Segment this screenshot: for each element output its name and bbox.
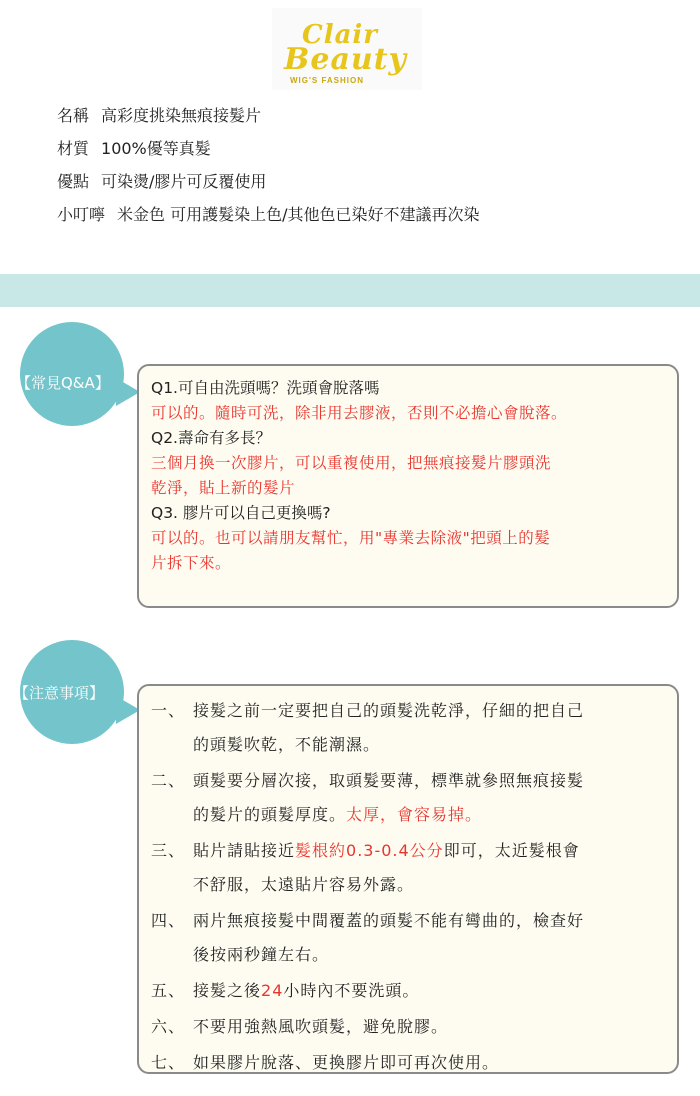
note-text: 。 bbox=[465, 805, 483, 824]
info-label: 名稱 bbox=[57, 106, 90, 125]
note-text: 的頭髮吹乾，不能潮濕。 bbox=[193, 735, 381, 754]
note-warning-text: 太厚，會容易掉 bbox=[346, 805, 466, 824]
note-item-5 bbox=[151, 974, 667, 1008]
note-warning-text: 髮根約0.3-0.4公分 bbox=[295, 841, 444, 860]
faq-question: Q1.可自由洗頭嗎？洗頭會脫落嗎 bbox=[151, 379, 380, 397]
note-item-3 bbox=[151, 834, 667, 902]
info-row-advantage bbox=[57, 169, 480, 202]
info-row-material bbox=[57, 136, 480, 169]
note-number: 四、 bbox=[151, 911, 186, 930]
faq-question: Q3. 膠片可以自己更換嗎? bbox=[151, 504, 331, 522]
note-text: 不舒服，太遠貼片容易外露。 bbox=[193, 875, 415, 894]
faq-answer: 三個月換一次膠片，可以重複使用，把無痕接髮片膠頭洗 bbox=[151, 454, 552, 472]
info-value: 高彩度挑染無痕接髮片 bbox=[101, 106, 262, 125]
faq-box bbox=[137, 364, 679, 608]
note-number: 一、 bbox=[151, 701, 186, 720]
note-number: 五、 bbox=[151, 981, 186, 1000]
info-value: 米金色 可用護髮染上色/其他色已染好不建議再次染 bbox=[117, 205, 480, 224]
note-text: 即可，太近髮根會 bbox=[443, 841, 580, 860]
faq-answer: 可以的。隨時可洗，除非用去膠液，否則不必擔心會脫落。 bbox=[151, 404, 568, 422]
logo-text-clair: Clair bbox=[302, 20, 378, 50]
note-text: 貼片請貼接近 bbox=[193, 841, 296, 860]
note-number: 三、 bbox=[151, 841, 186, 860]
note-text: 兩片無痕接髮中間覆蓋的頭髮不能有彎曲的，檢查好 bbox=[193, 911, 585, 930]
faq-title: 【常見Q&A】 bbox=[16, 374, 110, 392]
note-item-2 bbox=[151, 764, 667, 832]
note-text: 不要用強熱風吹頭髮，避免脫膠。 bbox=[193, 1017, 449, 1036]
note-item-6 bbox=[151, 1010, 667, 1044]
note-number: 七、 bbox=[151, 1053, 186, 1072]
logo-subtitle: WIG'S FASHION bbox=[290, 76, 365, 85]
note-item-7 bbox=[151, 1046, 667, 1080]
note-text: 如果膠片脫落、更換膠片即可再次使用。 bbox=[193, 1053, 500, 1072]
note-text: 小時內不要洗頭。 bbox=[283, 981, 420, 1000]
faq-answer: 乾淨，貼上新的髮片 bbox=[151, 479, 296, 497]
faq-question: Q2.壽命有多長？ bbox=[151, 429, 271, 447]
note-text: 的髮片的頭髮厚度。 bbox=[193, 805, 347, 824]
faq-answer: 片拆下來。 bbox=[151, 554, 232, 572]
logo-text-beauty: Beauty bbox=[284, 42, 407, 77]
product-info bbox=[57, 103, 480, 235]
faq-answer: 可以的。也可以請朋友幫忙，用"專業去除液"把頭上的髮 bbox=[151, 529, 551, 547]
notes-title: 【注意事項】 bbox=[14, 684, 105, 702]
note-item-1 bbox=[151, 694, 667, 762]
info-value: 100%優等真髮 bbox=[101, 139, 211, 158]
note-text: 接髮之後 bbox=[193, 981, 262, 1000]
note-number: 二、 bbox=[151, 771, 186, 790]
note-text: 接髮之前一定要把自己的頭髮洗乾淨，仔細的把自己 bbox=[193, 701, 585, 720]
section-divider-band bbox=[0, 274, 700, 307]
note-number: 六、 bbox=[151, 1017, 186, 1036]
note-text: 後按兩秒鐘左右。 bbox=[193, 945, 330, 964]
note-item-4 bbox=[151, 904, 667, 972]
note-text: 頭髮要分層次接，取頭髮要薄，標準就參照無痕接髮 bbox=[193, 771, 585, 790]
brand-logo bbox=[272, 8, 422, 90]
info-label: 優點 bbox=[57, 172, 90, 191]
info-row-name bbox=[57, 103, 480, 136]
note-warning-text: 24 bbox=[261, 981, 284, 1000]
info-row-tip bbox=[57, 202, 480, 235]
info-label: 材質 bbox=[57, 139, 90, 158]
info-label: 小叮嚀 bbox=[57, 205, 106, 224]
notes-box bbox=[137, 684, 679, 1074]
info-value: 可染燙/膠片可反覆使用 bbox=[101, 172, 267, 191]
